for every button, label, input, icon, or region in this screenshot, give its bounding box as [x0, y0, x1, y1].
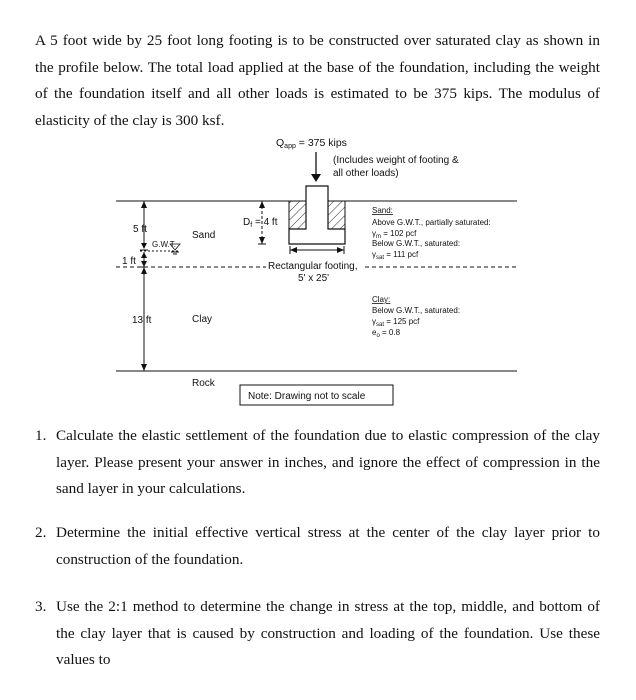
svg-text:γsat = 111 pcf: $\gamma_{sat} = 111$ pcf	[372, 250, 419, 261]
excavation-hatch-right	[328, 201, 345, 229]
svg-text:Below G.W.T., saturated:: Below G.W.T., saturated:	[372, 239, 461, 248]
question-number: 3.	[35, 598, 47, 615]
problem-intro: A 5 foot wide by 25 foot long footing is to be constructed over saturated clay as shown in the profile below. The total load applied at the base of the foundation, including the weight of the foundation itself and all other loads is estimated to be 375 kips. The modulus of elasticity of the clay is 300 ksf.	[35, 32, 600, 129]
excavation-hatch-left	[289, 201, 306, 229]
depth-13ft-label: 13 ft	[132, 315, 152, 326]
load-note-line2: all other loads)	[333, 168, 399, 179]
depth-5ft-label: 5 ft	[133, 224, 147, 235]
clay-properties	[372, 295, 460, 339]
footing-width-dimension	[290, 246, 344, 254]
question-number: 1.	[35, 427, 47, 444]
load-note-line1: (Includes weight of footing &	[333, 155, 459, 166]
layer-clay-label: Clay	[192, 314, 213, 325]
question-number: 2.	[35, 524, 47, 541]
load-label: Qapp = 375 kips	[276, 137, 347, 150]
svg-text:Sand:: Sand:	[372, 206, 393, 215]
svg-text:Below G.W.T., saturated:: Below G.W.T., saturated:	[372, 306, 461, 315]
df-label: $D_f = 4$ ft	[243, 217, 278, 229]
load-arrow	[311, 152, 321, 182]
question-text: Use the 2:1 method to determine the change in stress at the top, middle, and bottom of the clay layer that is caused by construction and loading of the foundation. Use these values to	[56, 598, 600, 668]
layer-sand-label: Sand	[192, 230, 216, 241]
note-text: Note: Drawing not to scale	[248, 391, 366, 402]
footing-label-line2: 5' x 25'	[298, 273, 330, 284]
depth-1ft-label: 1 ft	[122, 256, 136, 267]
svg-text:γsat = 125 pcf: $\gamma_{sat} = 125$ pcf	[372, 317, 420, 328]
svg-text:γm = 102 pcf: $\gamma_m = 102$ pcf	[372, 229, 417, 240]
question-text: Calculate the elastic settlement of the foundation due to elastic compression of the clay layer. Please present your answer in inches, and ignore the effect of compression in the sand layer in your calculations.	[56, 427, 600, 497]
gwt-label: G.W.T.	[152, 240, 176, 249]
svg-text:eo = 0.8: $e_o = 0.8$	[372, 328, 401, 339]
question-text: Determine the initial effective vertical stress at the center of the clay layer prior to construction of the foundation.	[56, 524, 600, 568]
layer-rock-label: Rock	[192, 378, 215, 389]
svg-text:Clay:: Clay:	[372, 295, 391, 304]
footing-label-line1: Rectangular footing,	[268, 261, 358, 272]
depth-dimension-1ft	[140, 252, 148, 267]
sand-properties	[372, 206, 491, 261]
svg-text:Above G.W.T., partially satura: Above G.W.T., partially saturated:	[372, 218, 491, 227]
